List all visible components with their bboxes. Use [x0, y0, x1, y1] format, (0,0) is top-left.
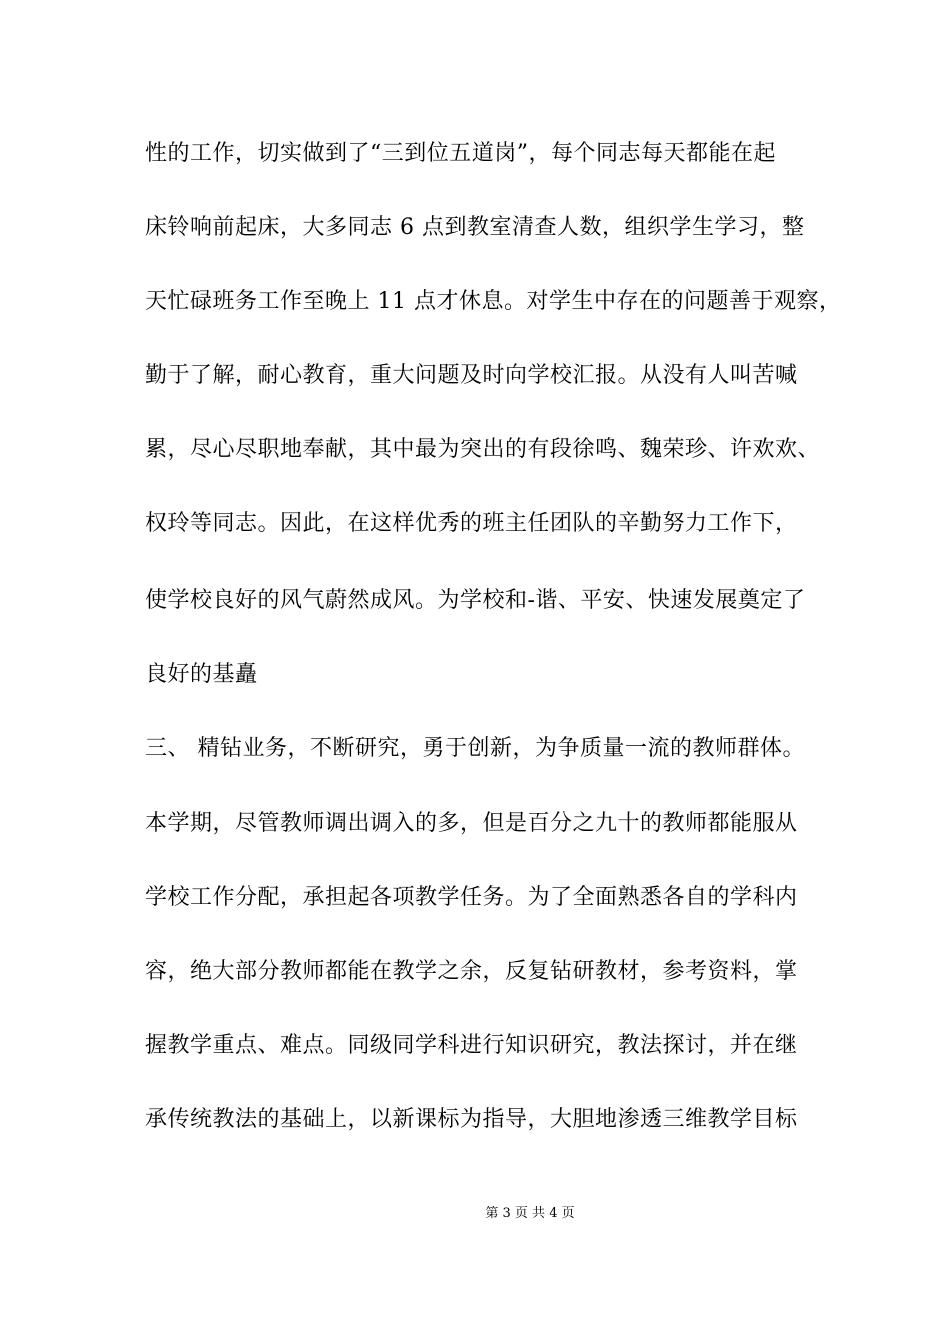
page-number-footer: 第 3 页 共 4 页: [485, 1206, 575, 1221]
text-line-12: 容，绝大部分教师都能在教学之余，反复钻研教材，参考资料，掌: [145, 959, 798, 984]
text-line-3: 天忙碌班务工作至晚上 11 点才休息。对学生中存在的问题善于观察，: [145, 289, 842, 314]
text-line-2: 床铃响前起床，大多同志 6 点到教室清查人数，组织学生学习，整: [145, 215, 805, 240]
text-line-7: 使学校良好的风气蔚然成风。为学校和-谐、平安、快速发展奠定了: [145, 588, 806, 613]
text-line-10: 本学期，尽管教师调出调入的多，但是百分之九十的教师都能服从: [145, 811, 798, 836]
text-line-14: 承传统教法的基础上，以新课标为指导，大胆地渗透三维教学目标: [145, 1107, 798, 1132]
section-heading: 三、 精钻业务，不断研究，勇于创新，为争质量一流的教师群体。: [145, 736, 805, 761]
text-line-6: 权玲等同志。因此，在这样优秀的班主任团队的辛勤努力工作下，: [145, 511, 798, 536]
text-line-11: 学校工作分配，承担起各项教学任务。为了全面熟悉各自的学科内: [145, 885, 798, 910]
text-line-13: 握教学重点、难点。同级同学科进行知识研究，教法探讨，并在继: [145, 1033, 798, 1058]
text-line-4: 勤于了解，耐心教育，重大问题及时向学校汇报。从没有人叫苦喊: [145, 363, 798, 388]
text-line-8: 良好的基矗: [145, 662, 258, 687]
text-line-5: 累，尽心尽职地奉献，其中最为突出的有段徐鸣、魏荣珍、许欢欢、: [145, 437, 821, 462]
text-line-1: 性的工作，切实做到了“三到位五道岗”，每个同志每天都能在起: [145, 141, 776, 166]
